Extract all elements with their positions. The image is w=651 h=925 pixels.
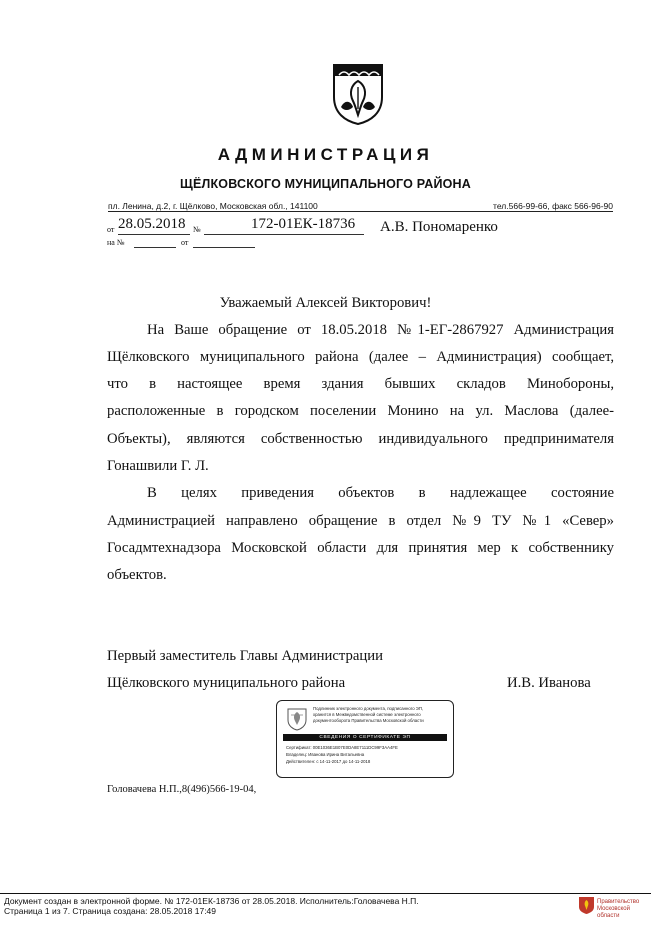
stamp-owner: Владелец: Иванова Ирина Витальевна: [286, 752, 365, 757]
date-label: от: [107, 225, 115, 234]
number-label: №: [193, 225, 201, 234]
reply-date-underline: [193, 247, 255, 248]
government-label-line2: Московской области: [597, 906, 630, 919]
date-underline: [118, 234, 190, 235]
document-date: 28.05.2018: [118, 216, 186, 232]
addressee: А.В. Пономаренко: [380, 219, 498, 235]
signatory-department: Щёлковского муниципального района: [107, 675, 346, 691]
organization-phones: тел.566-99-66, факс 566-96-90: [493, 201, 613, 211]
district-emblem-icon: [331, 63, 385, 125]
paragraph1-line: расположенные в городском поселении Монино на ул. Маслова (далее-: [107, 403, 614, 419]
organization-subtitle: ЩЁЛКОВСКОГО МУНИЦИПАЛЬНОГО РАЙОНА: [180, 177, 471, 191]
government-label-line1: Правительство: [597, 899, 640, 905]
header-divider: [108, 211, 613, 212]
reply-date-label: от: [181, 238, 189, 247]
footer-divider: [0, 893, 651, 894]
footer-page-info: Страница 1 из 7. Страница создана: 28.05.2018 17:49: [4, 906, 217, 916]
stamp-certificate: Сертификат: 00E1036E1B07E0DA8E7111DC99F3AA4FE: [286, 745, 398, 750]
paragraph1-line: Щёлковского муниципального района (далее – Администрация) сообщает,: [107, 349, 614, 365]
greeting: Уважаемый Алексей Викторович!: [219, 295, 432, 311]
reply-number-label: на №: [107, 238, 125, 247]
paragraph2-line: В целях приведения объектов в надлежащее состояние: [147, 485, 614, 501]
paragraph1-line: На Ваше обращение от 18.05.2018 №1-ЕГ-2867927 Администрация: [147, 322, 614, 338]
stamp-note-line: документооборота Правительства Московской области: [313, 718, 424, 723]
stamp-note-line: хранится в Межведомственной системе электронного: [313, 712, 421, 717]
paragraph2-line: объектов.: [107, 567, 167, 583]
signatory-position: Первый заместитель Главы Администрации: [107, 648, 383, 664]
organization-address: пл. Ленина, д.2, г. Щёлково, Московская обл., 141100: [108, 201, 318, 211]
stamp-heading: СВЕДЕНИЯ О СЕРТИФИКАТЕ ЭП: [283, 734, 447, 741]
government-emblem-icon: [286, 707, 308, 731]
electronic-signature-stamp: [276, 700, 454, 778]
organization-title: АДМИНИСТРАЦИЯ: [217, 145, 434, 164]
government-label: [597, 899, 651, 920]
signatory-name: И.В. Иванова: [507, 675, 591, 691]
paragraph2-line: Администрацией направлено обращение в отдел №9 ТУ №1 «Север»: [107, 513, 614, 529]
reply-number-underline: [134, 247, 176, 248]
number-underline: [204, 234, 364, 235]
paragraph1-line: Объекты), являются собственностью индивидуального предпринимателя: [107, 431, 614, 447]
stamp-validity: Действителен: с 14-11-2017 до 14-11-2018: [286, 759, 371, 764]
paragraph1-line: Гонашвили Г. Л.: [107, 458, 209, 474]
footer-document-info: Документ создан в электронной форме. № 172-01ЕК-18736 от 28.05.2018. Исполнитель:Головачева Н.П.: [4, 896, 419, 906]
executor-contact: Головачева Н.П.,8(496)566-19-04,: [107, 784, 257, 795]
moscow-region-logo-icon: [578, 896, 595, 915]
document-number: 172-01ЕК-18736: [251, 216, 356, 232]
paragraph1-line: что в настоящее время здания бывших складов Минобороны,: [107, 376, 614, 392]
paragraph2-line: Госадмтехнадзора Московской области для принятия мер к собственнику: [107, 540, 614, 556]
stamp-note-line: Подлинник электронного документа, подписанного ЭП,: [313, 706, 424, 711]
